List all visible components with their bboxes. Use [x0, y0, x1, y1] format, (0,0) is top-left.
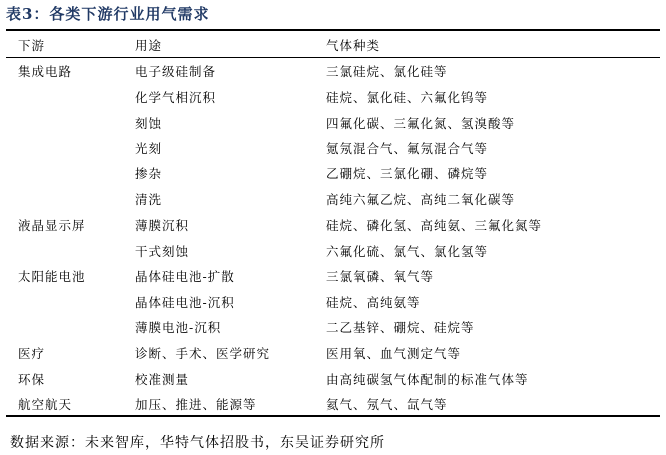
header-gas-type: 气体种类 — [326, 38, 381, 53]
usage-cell: 干式刻蚀 — [135, 244, 190, 259]
gas-type-cell: 四氟化碳、三氟化氮、氢溴酸等 — [326, 116, 516, 131]
usage-cell: 晶体硅电池-扩散 — [135, 269, 235, 284]
gas-type-cell: 三氯氧磷、氧气等 — [326, 269, 435, 284]
source-note: 数据来源：未来智库，华特气体招股书，东吴证券研究所 — [10, 435, 385, 451]
usage-cell: 薄膜沉积 — [135, 218, 190, 233]
usage-cell: 光刻 — [135, 141, 163, 156]
downstream-cell: 医疗 — [18, 346, 46, 361]
gas-type-cell: 三氯硅烷、氯化硅等 — [326, 64, 448, 79]
downstream-cell: 环保 — [18, 372, 46, 387]
gas-type-cell: 氪氖混合气、氟氖混合气等 — [326, 141, 489, 156]
gas-type-cell: 乙硼烷、三氯化硼、磷烷等 — [326, 166, 489, 181]
gas-type-cell: 二乙基锌、硼烷、硅烷等 — [326, 320, 475, 335]
downstream-cell: 太阳能电池 — [18, 269, 86, 284]
gas-type-cell: 医用氧、血气测定气等 — [326, 346, 462, 361]
top-rule — [6, 29, 660, 31]
downstream-cell: 航空航天 — [18, 397, 73, 412]
usage-cell: 电子级硅制备 — [135, 64, 217, 79]
gas-type-cell: 硅烷、氯化硅、六氟化钨等 — [326, 90, 489, 105]
usage-cell: 化学气相沉积 — [135, 90, 217, 105]
gas-type-cell: 硅烷、磷化氢、高纯氨、三氟化氮等 — [326, 218, 543, 233]
table-title: 表3：各类下游行业用气需求 — [6, 5, 210, 23]
usage-cell: 清洗 — [135, 192, 163, 207]
usage-cell: 加压、推进、能源等 — [135, 397, 257, 412]
header-rule — [6, 57, 660, 58]
usage-cell: 晶体硅电池-沉积 — [135, 295, 235, 310]
downstream-cell: 液晶显示屏 — [18, 218, 86, 233]
downstream-cell: 集成电路 — [18, 64, 73, 79]
gas-type-cell: 氦气、氖气、氙气等 — [326, 397, 448, 412]
usage-cell: 掺杂 — [135, 166, 163, 181]
gas-type-cell: 由高纯碳氢气体配制的标准气体等 — [326, 372, 529, 387]
header-downstream: 下游 — [18, 38, 46, 53]
gas-type-cell: 硅烷、高纯氨等 — [326, 295, 421, 310]
usage-cell: 薄膜电池-沉积 — [135, 320, 222, 335]
usage-cell: 诊断、手术、医学研究 — [135, 346, 271, 361]
gas-type-cell: 高纯六氟乙烷、高纯二氧化碳等 — [326, 192, 516, 207]
usage-cell: 刻蚀 — [135, 116, 163, 131]
header-usage: 用途 — [135, 38, 163, 53]
usage-cell: 校准测量 — [135, 372, 190, 387]
gas-type-cell: 六氟化硫、氯气、氯化氢等 — [326, 244, 489, 259]
bottom-rule — [6, 415, 660, 417]
